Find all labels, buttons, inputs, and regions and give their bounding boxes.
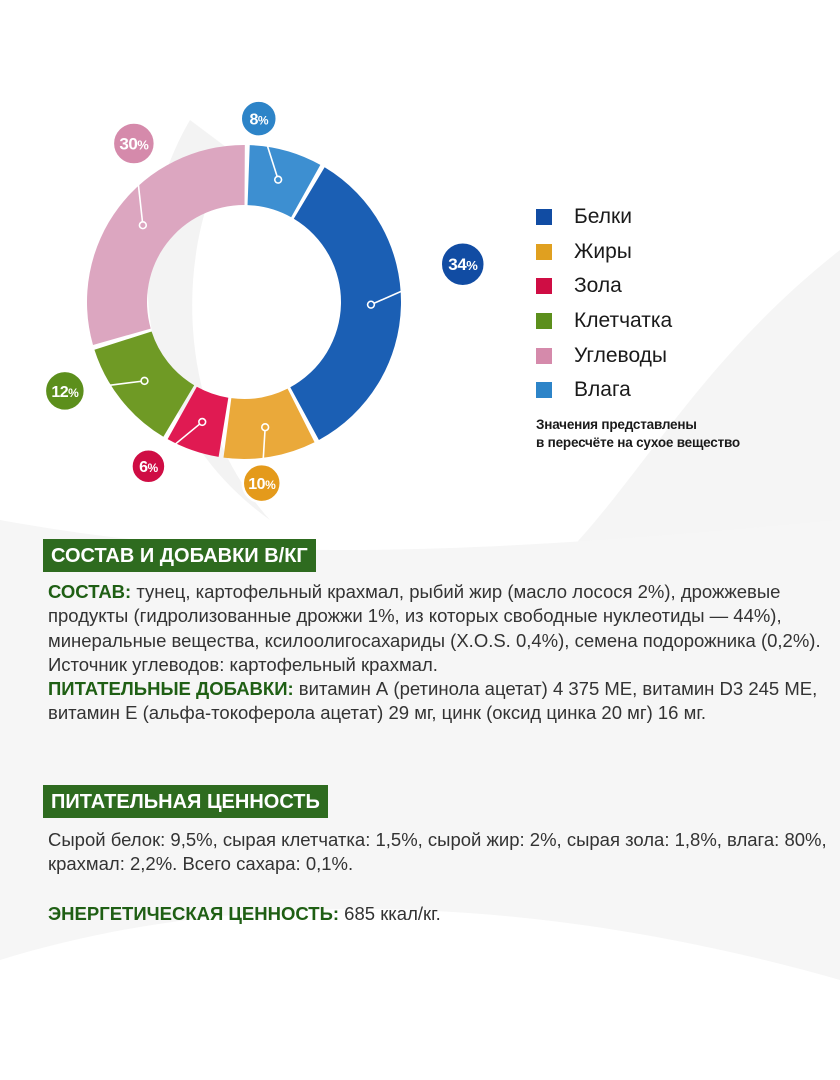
legend-item-4	[536, 304, 672, 339]
value-label-3: 6%	[139, 459, 158, 477]
composition-label: СОСТАВ:	[48, 581, 132, 602]
additives-label: ПИТАТЕЛЬНЫЕ ДОБАВКИ:	[48, 678, 294, 700]
value-label-2: 10%	[248, 476, 276, 494]
legend-label-2: Жиры	[574, 239, 632, 263]
legend-item-1	[536, 200, 672, 235]
value-label-5: 30%	[119, 134, 149, 154]
composition-header: СОСТАВ И ДОБАВКИ В/КГ	[43, 539, 316, 572]
value-label-4: 12%	[51, 383, 79, 401]
legend-swatch-3	[536, 278, 552, 294]
legend-label-4: Клетчатка	[574, 309, 673, 333]
legend-label-6: Влага	[574, 378, 631, 402]
legend-label-3: Зола	[574, 274, 622, 298]
legend-swatch-1	[536, 209, 552, 225]
donut-chart	[51, 100, 480, 520]
legend-item-2	[536, 235, 672, 270]
legend-item-3	[536, 269, 672, 304]
callout-dot-3	[199, 419, 206, 426]
additives-paragraph	[48, 677, 828, 726]
energy-paragraph	[48, 902, 828, 926]
nutrition-paragraph: Сырой белок: 9,5%, сырая клетчатка: 1,5%, сырой жир: 2%, сырая зола: 1,8%, влага: 80%, крахмал: 2,2%. Всего сахара: 0,1%.	[48, 829, 827, 875]
callout-dot-2	[262, 424, 269, 431]
nutrition-header: ПИТАТЕЛЬНАЯ ЦЕННОСТЬ	[43, 785, 328, 818]
additives-text: витамин А (ретинола ацетат) 4 375 МЕ, витамин D3 245 МЕ, витамин Е (альфа-токоферола ацетат) 29 мг, цинк (оксид цинка 20 мг) 16 мг.	[48, 678, 818, 724]
legend-note-line-1: Значения представлены	[536, 417, 697, 432]
callout-dot-6	[275, 176, 282, 183]
legend-note	[536, 416, 740, 452]
callout-dot-5	[139, 222, 146, 229]
chart-legend	[536, 200, 672, 408]
energy-label: ЭНЕРГЕТИЧЕСКАЯ ЦЕННОСТЬ:	[48, 902, 340, 924]
donut-slice-5	[87, 145, 245, 345]
donut-slices	[87, 145, 401, 459]
legend-note-line-2: в пересчёте на сухое вещество	[536, 435, 740, 450]
legend-swatch-2	[536, 244, 552, 260]
legend-swatch-5	[536, 348, 552, 364]
legend-label-5: Углеводы	[574, 343, 668, 367]
legend-item-6	[536, 373, 672, 408]
nutrition-text-block	[48, 828, 828, 926]
legend-item-5	[536, 338, 672, 373]
donut-slice-1	[290, 167, 401, 440]
value-label-1: 34%	[448, 255, 478, 275]
legend-label-1: Белки	[574, 205, 632, 229]
value-label-6: 8%	[249, 111, 269, 129]
legend-swatch-6	[536, 382, 552, 398]
callout-dot-4	[141, 377, 148, 384]
composition-text: тунец, картофельный крахмал, рыбий жир (масло лосося 2%), дрожжевые продукты (гидролизованные дрожжи 1%, из которых свободные нуклеотиды — 44%), минеральные вещества, ксилоолигосахариды (X.O.S. 0,4%), семена подорожника (0,2%). Источник углеводов: картофельный крахмал.	[48, 581, 821, 675]
legend-swatch-4	[536, 313, 552, 329]
energy-text: 685 ккал/кг.	[339, 902, 441, 924]
callout-dot-1	[368, 301, 375, 308]
composition-text-block	[48, 580, 828, 726]
composition-paragraph	[48, 580, 828, 677]
